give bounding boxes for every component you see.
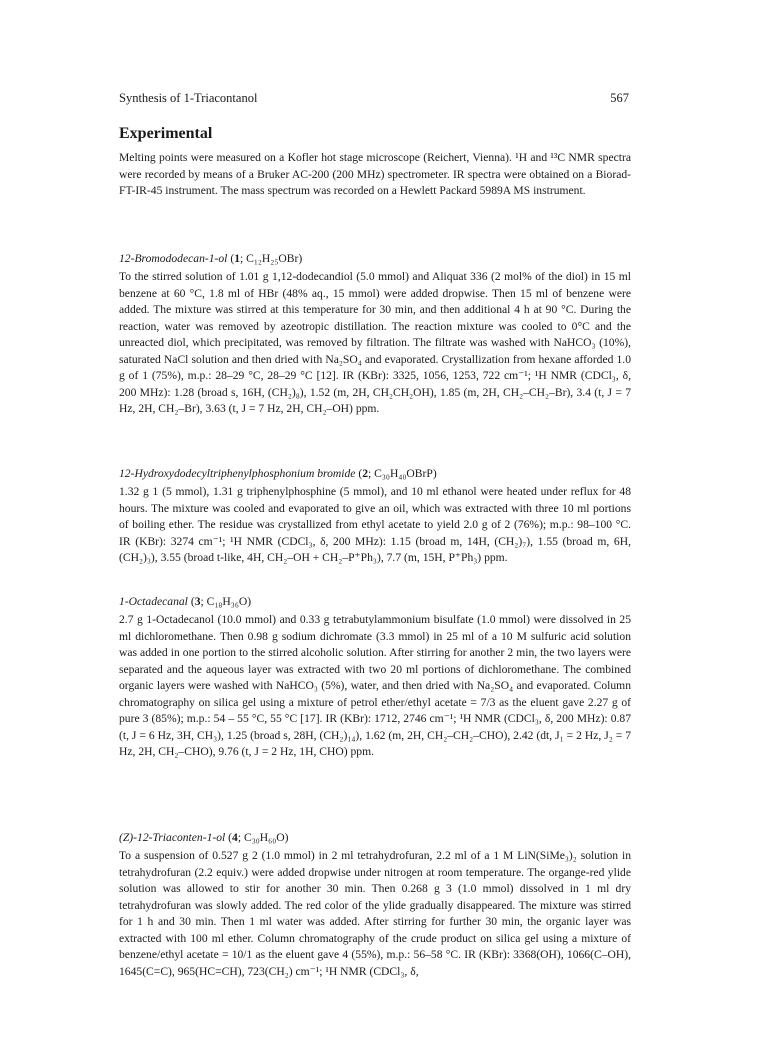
compound-heading: 1-Octadecanal (3; C₁₈H₃₆O) bbox=[119, 595, 252, 608]
page-number: 567 bbox=[610, 91, 629, 105]
running-head bbox=[119, 91, 629, 106]
intro-paragraph: Melting points were measured on a Kofler hot stage microscope (Reichert, Vienna). ¹H and ¹³C NMR spectra were recorded by means of a Bruker AC-200 (200 MHz) spectrometer. IR spectra were obtained on a Biorad-FT-IR-45 instrument. The mass spectrum was recorded on a Hewlett Packard 5989A MS instrument. bbox=[119, 151, 631, 197]
running-head-title: Synthesis of 1-Triacontanol bbox=[119, 91, 258, 105]
compound-procedure: To a suspension of 0.527 g 2 (1.0 mmol) in 2 ml tetrahydrofuran, 2.2 ml of a 1 M LiN(SiMe₃)₂ solution in tetrahydrofuran (2.2 equiv.) were added dropwise under nitrogen at room temperature. The organge-red ylide solution was allowed to stir for another 30 min. Then 0.268 g 3 (1.0 mmol) dissolved in 1 ml dry tetrahydrofuran was slowly added. The red color of the ylide gradually disappeared. The mixture was stirred for 1 h and 30 min. Then 1 ml water was added. After stirring for further 30 min, the organic layer was extracted with 100 ml ether. Column chromatography of the crude product on silica gel using a mixture of benzene/ethyl acetate = 10/1 as the eluent gave 4 (55%), m.p.: 56–58 °C. IR (KBr): 3368(OH), 1066(C–OH), 1645(C=C), 965(HC=CH), 723(CH₂) cm⁻¹; ¹H NMR (CDCl₃, δ, bbox=[119, 849, 631, 978]
compound-name: (Z)-12-Triaconten-1-ol bbox=[119, 831, 226, 844]
compound-formula: C₁₂H₂₅OBr bbox=[246, 252, 299, 265]
compound-number: 4 bbox=[232, 831, 238, 844]
compound-heading: 12-Hydroxydodecyltriphenylphosphonium bromide (2; C₃₀H₄₀OBrP) bbox=[119, 467, 437, 480]
compound-formula: C₃₀H₄₀OBrP bbox=[374, 467, 433, 480]
compound-formula: C₁₈H₃₆O bbox=[206, 595, 248, 608]
compound-formula: C₃₀H₆₀O bbox=[243, 831, 285, 844]
section-heading: Experimental bbox=[119, 125, 213, 142]
compound-heading: (Z)-12-Triaconten-1-ol (4; C₃₀H₆₀O) bbox=[119, 831, 289, 844]
compound-name: 1-Octadecanal bbox=[119, 595, 188, 608]
compound-name: 12-Bromododecan-1-ol bbox=[119, 252, 228, 265]
compound-heading: 12-Bromododecan-1-ol (1; C₁₂H₂₅OBr) bbox=[119, 252, 303, 265]
compound-procedure: To the stirred solution of 1.01 g 1,12-dodecandiol (5.0 mmol) and Aliquat 336 (2 mol% of the diol) in 15 ml benzene at 60 °C, 1.8 ml of HBr (48% aq., 15 mmol) were added dropwise. Then 15 ml of benzene were added. The mixture was stirred at this temperature for 30 min, and then additional 4 h at 90 °C. During the reaction, water was removed by azeotropic distillation. The reaction mixture was cooled to 0°C and the unreacted diol, which precipitated, was removed by filtration. The filtrate was washed with NaHCO₃ (10%), saturated NaCl solution and then dried with Na₂SO₄ and evaporated. Crystallization from hexane afforded 1.0 g of 1 (75%), m.p.: 28–29 °C, 28–29 °C [12]. IR (KBr): 3325, 1056, 1253, 722 cm⁻¹; ¹H NMR (CDCl₃, δ, 200 MHz): 1.28 (broad s, 16H, (CH₂)₈), 1.52 (m, 2H, CH₂CH₂OH), 1.85 (m, 2H, CH₂–CH₂–Br), 3.4 (t, J = 7 Hz, 2H, CH₂–Br), 3.63 (t, J = 7 Hz, 2H, CH₂–OH) ppm. bbox=[119, 270, 631, 415]
compound-name: 12-Hydroxydodecyltriphenylphosphonium bromide bbox=[119, 467, 356, 480]
compound-number: 1 bbox=[234, 252, 240, 265]
compound-procedure: 2.7 g 1-Octadecanol (10.0 mmol) and 0.33 g tetrabutylammonium bisulfate (1.0 mmol) were dissolved in 25 ml dichloromethane. Then 0.98 g sodium dichromate (3.3 mmol) in 25 ml of a 10 M sulfuric acid solution was added in one portion to the stirred alcoholic solution. After stirring for another 2 min, the two layers were separated and the aqueous layer was extracted with two 20 ml portions of dichloromethane. The combined organic layers were washed with NaHCO₃ (5%), water, and then dried with Na₂SO₄ and evaporated. Column chromatography on silica gel using a mixture of petrol ether/ethyl acetate = 7/3 as the eluent gave 2.27 g of pure 3 (85%); m.p.: 54 – 55 °C, 55 °C [17]. IR (KBr): 1712, 2746 cm⁻¹; ¹H NMR (CDCl₃, δ, 200 MHz): 0.87 (t, J = 6 Hz, 3H, CH₃), 1.25 (broad s, 28H, (CH₂)₁₄), 1.62 (m, 2H, CH₂–CH₂–CHO), 2.42 (dt, J₁ = 2 Hz, J₂ = 7 Hz, 2H, CH₂–CHO), 9.76 (t, J = 2 Hz, 1H, CHO) ppm. bbox=[119, 613, 631, 758]
compound-number: 3 bbox=[194, 595, 201, 608]
compound-procedure: 1.32 g 1 (5 mmol), 1.31 g triphenylphosphine (5 mmol), and 10 ml ethanol were heated under reflux for 48 hours. The mixture was cooled and evaporated to give an oil, which was extracted with three 10 ml portions of boiling ether. The residue was crystallized from ethyl acetate to yield 2.0 g of 2 (76%); m.p.: 98–100 °C. IR (KBr): 3274 cm⁻¹; ¹H NMR (CDCl₃, δ, 200 MHz): 1.15 (broad m, 14H, (CH₂)₇), 1.55 (broad m, 6H, (CH₂)₃), 3.55 (broad t-like, 4H, CH₂–OH + CH₂–P⁺Ph₃), 7.7 (m, 15H, P⁺Ph₃) ppm. bbox=[119, 485, 631, 564]
compound-number: 2 bbox=[362, 467, 369, 480]
